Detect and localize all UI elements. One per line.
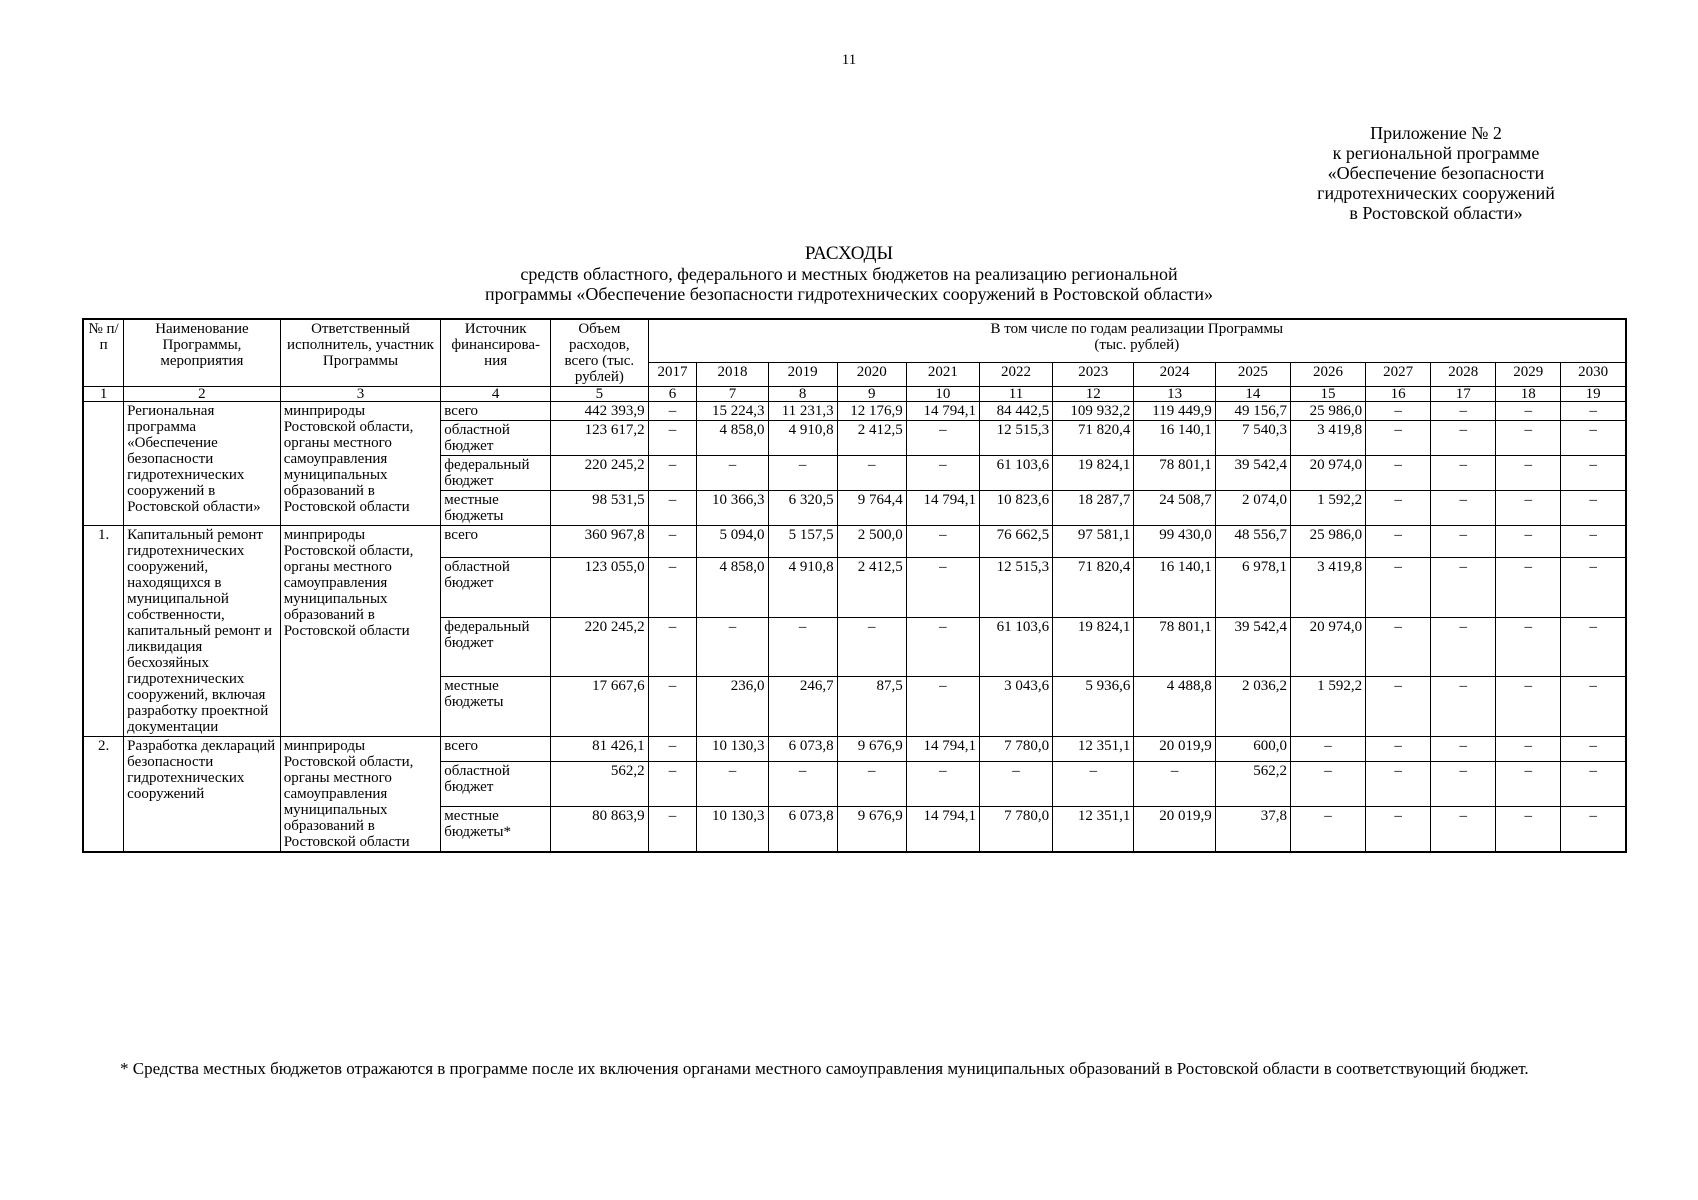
row-year-value: 11 231,3 (768, 402, 837, 421)
row-year-value: 2 412,5 (837, 558, 906, 618)
row-year-value: 4 910,8 (768, 421, 837, 456)
row-num: 1. (83, 526, 124, 737)
row-year-value: – (1561, 491, 1626, 526)
row-year-value: 12 515,3 (979, 558, 1052, 618)
header-year: 2026 (1290, 363, 1365, 387)
row-year-value: 6 073,8 (768, 737, 837, 762)
row-total: 360 967,8 (551, 526, 649, 558)
row-year-value: – (1366, 677, 1431, 737)
row-year-value: 78 801,1 (1134, 456, 1215, 491)
row-year-value: 48 556,7 (1215, 526, 1290, 558)
row-year-value: – (1431, 677, 1496, 737)
row-total: 562,2 (551, 761, 649, 806)
row-year-value: – (1561, 402, 1626, 421)
row-year-value: 3 419,8 (1290, 421, 1365, 456)
row-year-value: 71 820,4 (1053, 421, 1134, 456)
row-year-value: 20 019,9 (1134, 806, 1215, 852)
row-year-value: 1 592,2 (1290, 491, 1365, 526)
row-year-value: – (906, 761, 979, 806)
header-num: № п/п (83, 319, 124, 387)
row-year-value: 12 351,1 (1053, 806, 1134, 852)
index-cell: 15 (1290, 387, 1365, 402)
row-source: всего (441, 526, 551, 558)
row-year-value: – (1431, 491, 1496, 526)
row-year-value: – (1431, 558, 1496, 618)
row-year-value: 84 442,5 (979, 402, 1052, 421)
row-year-value: – (1496, 806, 1561, 852)
header-years-line: (тыс. рублей) (1094, 337, 1180, 353)
row-year-value: 12 176,9 (837, 402, 906, 421)
row-total: 442 393,9 (551, 402, 649, 421)
row-year-value: 600,0 (1215, 737, 1290, 762)
table-body (83, 387, 1626, 853)
header-year: 2027 (1366, 363, 1431, 387)
index-cell: 1 (83, 387, 124, 402)
row-year-value: 7 540,3 (1215, 421, 1290, 456)
index-cell: 9 (837, 387, 906, 402)
row-year-value: – (1561, 761, 1626, 806)
row-year-value: 3 043,6 (979, 677, 1052, 737)
row-year-value: – (1366, 617, 1431, 677)
row-year-value: 5 936,6 (1053, 677, 1134, 737)
heading-subtitle: программы «Обеспечение безопасности гидротехнических сооружений в Ростовской области» (485, 284, 1213, 304)
header-total: Объем расходов, всего (тыс. рублей) (551, 319, 649, 387)
header-year: 2019 (768, 363, 837, 387)
row-year-value: 19 824,1 (1053, 617, 1134, 677)
row-year-value: 10 366,3 (697, 491, 768, 526)
header-year: 2029 (1496, 363, 1561, 387)
row-year-value: 15 224,3 (697, 402, 768, 421)
row-total: 98 531,5 (551, 491, 649, 526)
row-year-value: 37,8 (1215, 806, 1290, 852)
header-year: 2017 (648, 363, 697, 387)
header-year: 2020 (837, 363, 906, 387)
row-year-value: 9 764,4 (837, 491, 906, 526)
row-year-value: – (648, 806, 697, 852)
row-year-value: 1 592,2 (1290, 677, 1365, 737)
row-year-value: 12 351,1 (1053, 737, 1134, 762)
row-year-value: – (1496, 456, 1561, 491)
row-year-value: 10 130,3 (697, 806, 768, 852)
row-source: всего (441, 402, 551, 421)
index-cell: 13 (1134, 387, 1215, 402)
row-year-value: – (1431, 526, 1496, 558)
row-year-value: 87,5 (837, 677, 906, 737)
row-year-value: – (837, 456, 906, 491)
row-year-value: 7 780,0 (979, 806, 1052, 852)
row-year-value: – (1496, 737, 1561, 762)
row-year-value: – (906, 421, 979, 456)
row-year-value: – (697, 456, 768, 491)
index-cell: 8 (768, 387, 837, 402)
row-year-value: – (768, 456, 837, 491)
appendix-note (1286, 123, 1586, 223)
row-total: 17 667,6 (551, 677, 649, 737)
heading-subtitle: средств областного, федерального и местных бюджетов на реализацию региональной (520, 264, 1178, 284)
row-year-value: 14 794,1 (906, 806, 979, 852)
index-cell: 19 (1561, 387, 1626, 402)
row-year-value: 16 140,1 (1134, 421, 1215, 456)
heading-title: РАСХОДЫ (804, 243, 894, 264)
row-year-value: 49 156,7 (1215, 402, 1290, 421)
row-year-value: – (768, 617, 837, 677)
row-year-value: – (648, 558, 697, 618)
row-year-value: – (768, 761, 837, 806)
row-year-value: – (697, 761, 768, 806)
row-total: 123 617,2 (551, 421, 649, 456)
row-year-value: – (1431, 421, 1496, 456)
row-year-value: – (1561, 456, 1626, 491)
row-year-value: – (906, 526, 979, 558)
row-year-value: 61 103,6 (979, 617, 1052, 677)
row-year-value: 78 801,1 (1134, 617, 1215, 677)
appendix-line: в Ростовской области» (1349, 203, 1523, 223)
header-years-line: В том числе по годам реализации Программы (990, 321, 1284, 337)
header-year: 2022 (979, 363, 1052, 387)
row-year-value: – (906, 456, 979, 491)
index-cell: 17 (1431, 387, 1496, 402)
row-year-value: 4 910,8 (768, 558, 837, 618)
row-total: 123 055,0 (551, 558, 649, 618)
row-year-value: – (979, 761, 1052, 806)
row-year-value: 97 581,1 (1053, 526, 1134, 558)
index-cell: 14 (1215, 387, 1290, 402)
header-year: 2021 (906, 363, 979, 387)
index-cell: 11 (979, 387, 1052, 402)
row-executor: минприроды Ростовской области, органы местного самоуправления муниципальных образований в Ростовской области (280, 737, 441, 853)
row-year-value: 20 974,0 (1290, 456, 1365, 491)
row-year-value: 20 974,0 (1290, 617, 1365, 677)
row-year-value: – (1561, 617, 1626, 677)
row-year-value: – (1290, 761, 1365, 806)
row-year-value: – (1290, 737, 1365, 762)
row-executor: минприроды Ростовской области, органы местного самоуправления муниципальных образований в Ростовской области (280, 402, 441, 526)
row-total: 81 426,1 (551, 737, 649, 762)
row-year-value: – (1431, 737, 1496, 762)
header-year: 2030 (1561, 363, 1626, 387)
row-year-value: 9 676,9 (837, 806, 906, 852)
index-cell: 10 (906, 387, 979, 402)
row-year-value: 2 500,0 (837, 526, 906, 558)
row-year-value: 39 542,4 (1215, 456, 1290, 491)
row-year-value: – (648, 402, 697, 421)
row-year-value: – (1366, 421, 1431, 456)
row-total: 220 245,2 (551, 617, 649, 677)
row-year-value: – (1561, 737, 1626, 762)
row-year-value: – (1366, 526, 1431, 558)
row-year-value: 119 449,9 (1134, 402, 1215, 421)
row-year-value: – (1431, 806, 1496, 852)
row-year-value: – (648, 737, 697, 762)
row-year-value: 24 508,7 (1134, 491, 1215, 526)
row-year-value: – (648, 421, 697, 456)
row-name: Разработка деклараций безопасности гидротехнических сооружений (124, 737, 281, 853)
row-total: 220 245,2 (551, 456, 649, 491)
row-year-value: – (1496, 761, 1561, 806)
row-year-value: 4 858,0 (697, 558, 768, 618)
row-year-value: – (1561, 558, 1626, 618)
row-year-value: – (1496, 491, 1561, 526)
row-year-value: – (1496, 558, 1561, 618)
expenses-table (82, 318, 1627, 853)
row-year-value: – (1561, 677, 1626, 737)
row-year-value: 4 488,8 (1134, 677, 1215, 737)
row-year-value: 6 073,8 (768, 806, 837, 852)
row-year-value: – (1496, 402, 1561, 421)
row-year-value: 2 036,2 (1215, 677, 1290, 737)
row-year-value: 4 858,0 (697, 421, 768, 456)
document-heading (0, 244, 1698, 304)
row-year-value: 6 320,5 (768, 491, 837, 526)
header-year: 2018 (697, 363, 768, 387)
row-source: всего (441, 737, 551, 762)
row-year-value: – (1366, 737, 1431, 762)
row-year-value: – (648, 677, 697, 737)
row-year-value: 2 412,5 (837, 421, 906, 456)
appendix-line: к региональной программе (1332, 143, 1540, 163)
row-year-value: – (1134, 761, 1215, 806)
row-year-value: – (1561, 421, 1626, 456)
index-cell: 6 (648, 387, 697, 402)
row-year-value: 25 986,0 (1290, 526, 1365, 558)
row-year-value: 109 932,2 (1053, 402, 1134, 421)
row-year-value: 19 824,1 (1053, 456, 1134, 491)
row-year-value: – (1366, 558, 1431, 618)
row-year-value: – (906, 617, 979, 677)
row-year-value: 14 794,1 (906, 737, 979, 762)
row-year-value: – (1496, 421, 1561, 456)
index-cell: 5 (551, 387, 649, 402)
row-year-value: – (837, 617, 906, 677)
row-year-value: 16 140,1 (1134, 558, 1215, 618)
row-source: местные бюджеты* (441, 806, 551, 852)
row-year-value: 99 430,0 (1134, 526, 1215, 558)
row-year-value: 25 986,0 (1290, 402, 1365, 421)
index-cell: 2 (124, 387, 281, 402)
row-source: местные бюджеты (441, 677, 551, 737)
row-year-value: 7 780,0 (979, 737, 1052, 762)
row-source: федеральный бюджет (441, 456, 551, 491)
header-year: 2025 (1215, 363, 1290, 387)
row-year-value: 5 157,5 (768, 526, 837, 558)
header-year: 2023 (1053, 363, 1134, 387)
row-year-value: – (1496, 617, 1561, 677)
row-year-value: – (1366, 806, 1431, 852)
row-year-value: – (837, 761, 906, 806)
row-year-value: 76 662,5 (979, 526, 1052, 558)
header-source: Источник финансирова-ния (441, 319, 551, 387)
row-year-value: – (1431, 617, 1496, 677)
table-row (83, 526, 1626, 558)
header-year: 2024 (1134, 363, 1215, 387)
row-year-value: – (648, 526, 697, 558)
index-cell: 3 (280, 387, 441, 402)
row-year-value: 12 515,3 (979, 421, 1052, 456)
row-executor: минприроды Ростовской области, органы местного самоуправления муниципальных образований в Ростовской области (280, 526, 441, 737)
row-source: областной бюджет (441, 421, 551, 456)
row-year-value: – (1431, 456, 1496, 491)
row-year-value: – (1561, 526, 1626, 558)
row-year-value: 14 794,1 (906, 491, 979, 526)
row-year-value: – (1366, 402, 1431, 421)
row-year-value: – (1496, 526, 1561, 558)
row-year-value: 18 287,7 (1053, 491, 1134, 526)
row-year-value: – (648, 456, 697, 491)
row-year-value: – (1431, 761, 1496, 806)
row-name: Капитальный ремонт гидротехнических сооружений, находящихся в муниципальной собственности, капитальный ремонт и ликвидация бесхозяйных гидротехнических сооружений, включая разработку проектной документации (124, 526, 281, 737)
row-year-value: – (1290, 806, 1365, 852)
row-year-value: – (1561, 806, 1626, 852)
row-year-value: – (1053, 761, 1134, 806)
index-cell: 18 (1496, 387, 1561, 402)
appendix-line: Приложение № 2 (1370, 123, 1502, 143)
row-year-value: 9 676,9 (837, 737, 906, 762)
row-year-value: – (697, 617, 768, 677)
appendix-line: «Обеспечение безопасности (1327, 163, 1545, 183)
row-year-value: 3 419,8 (1290, 558, 1365, 618)
page-number: 11 (841, 52, 857, 68)
row-num: 2. (83, 737, 124, 853)
index-cell: 16 (1366, 387, 1431, 402)
row-year-value: – (648, 617, 697, 677)
row-num (83, 402, 124, 526)
row-year-value: 236,0 (697, 677, 768, 737)
row-year-value: 562,2 (1215, 761, 1290, 806)
row-year-value: 10 130,3 (697, 737, 768, 762)
row-year-value: 71 820,4 (1053, 558, 1134, 618)
row-source: местные бюджеты (441, 491, 551, 526)
row-source: областной бюджет (441, 761, 551, 806)
header-years-group (648, 319, 1626, 363)
header-executor: Ответственный исполнитель, участник Программы (280, 319, 441, 387)
row-year-value: – (1496, 677, 1561, 737)
table-row (83, 402, 1626, 421)
index-cell: 7 (697, 387, 768, 402)
header-name: Наименование Программы, мероприятия (124, 319, 281, 387)
row-year-value: – (1366, 761, 1431, 806)
row-year-value: – (906, 558, 979, 618)
row-name: Региональная программа «Обеспечение безопасности гидротехнических сооружений в Ростовской области» (124, 402, 281, 526)
row-year-value: 14 794,1 (906, 402, 979, 421)
row-year-value: 246,7 (768, 677, 837, 737)
row-source: областной бюджет (441, 558, 551, 618)
row-year-value: – (1366, 491, 1431, 526)
row-source: федеральный бюджет (441, 617, 551, 677)
row-year-value: 61 103,6 (979, 456, 1052, 491)
row-year-value: 10 823,6 (979, 491, 1052, 526)
row-year-value: – (648, 761, 697, 806)
index-cell: 12 (1053, 387, 1134, 402)
header-year: 2028 (1431, 363, 1496, 387)
appendix-line: гидротехнических сооружений (1317, 183, 1555, 203)
row-year-value: – (906, 677, 979, 737)
row-year-value: – (1431, 402, 1496, 421)
footnote: * Средства местных бюджетов отражаются в программе после их включения органами местного самоуправления муниципальных образований в Ростовской области в соответствующий бюджет. (120, 1059, 1529, 1078)
row-year-value: 5 094,0 (697, 526, 768, 558)
row-year-value: – (1366, 456, 1431, 491)
row-year-value: 6 978,1 (1215, 558, 1290, 618)
index-row (83, 387, 1626, 402)
table-row (83, 737, 1626, 762)
row-year-value: – (648, 491, 697, 526)
row-total: 80 863,9 (551, 806, 649, 852)
row-year-value: 20 019,9 (1134, 737, 1215, 762)
row-year-value: 2 074,0 (1215, 491, 1290, 526)
index-cell: 4 (441, 387, 551, 402)
row-year-value: 39 542,4 (1215, 617, 1290, 677)
